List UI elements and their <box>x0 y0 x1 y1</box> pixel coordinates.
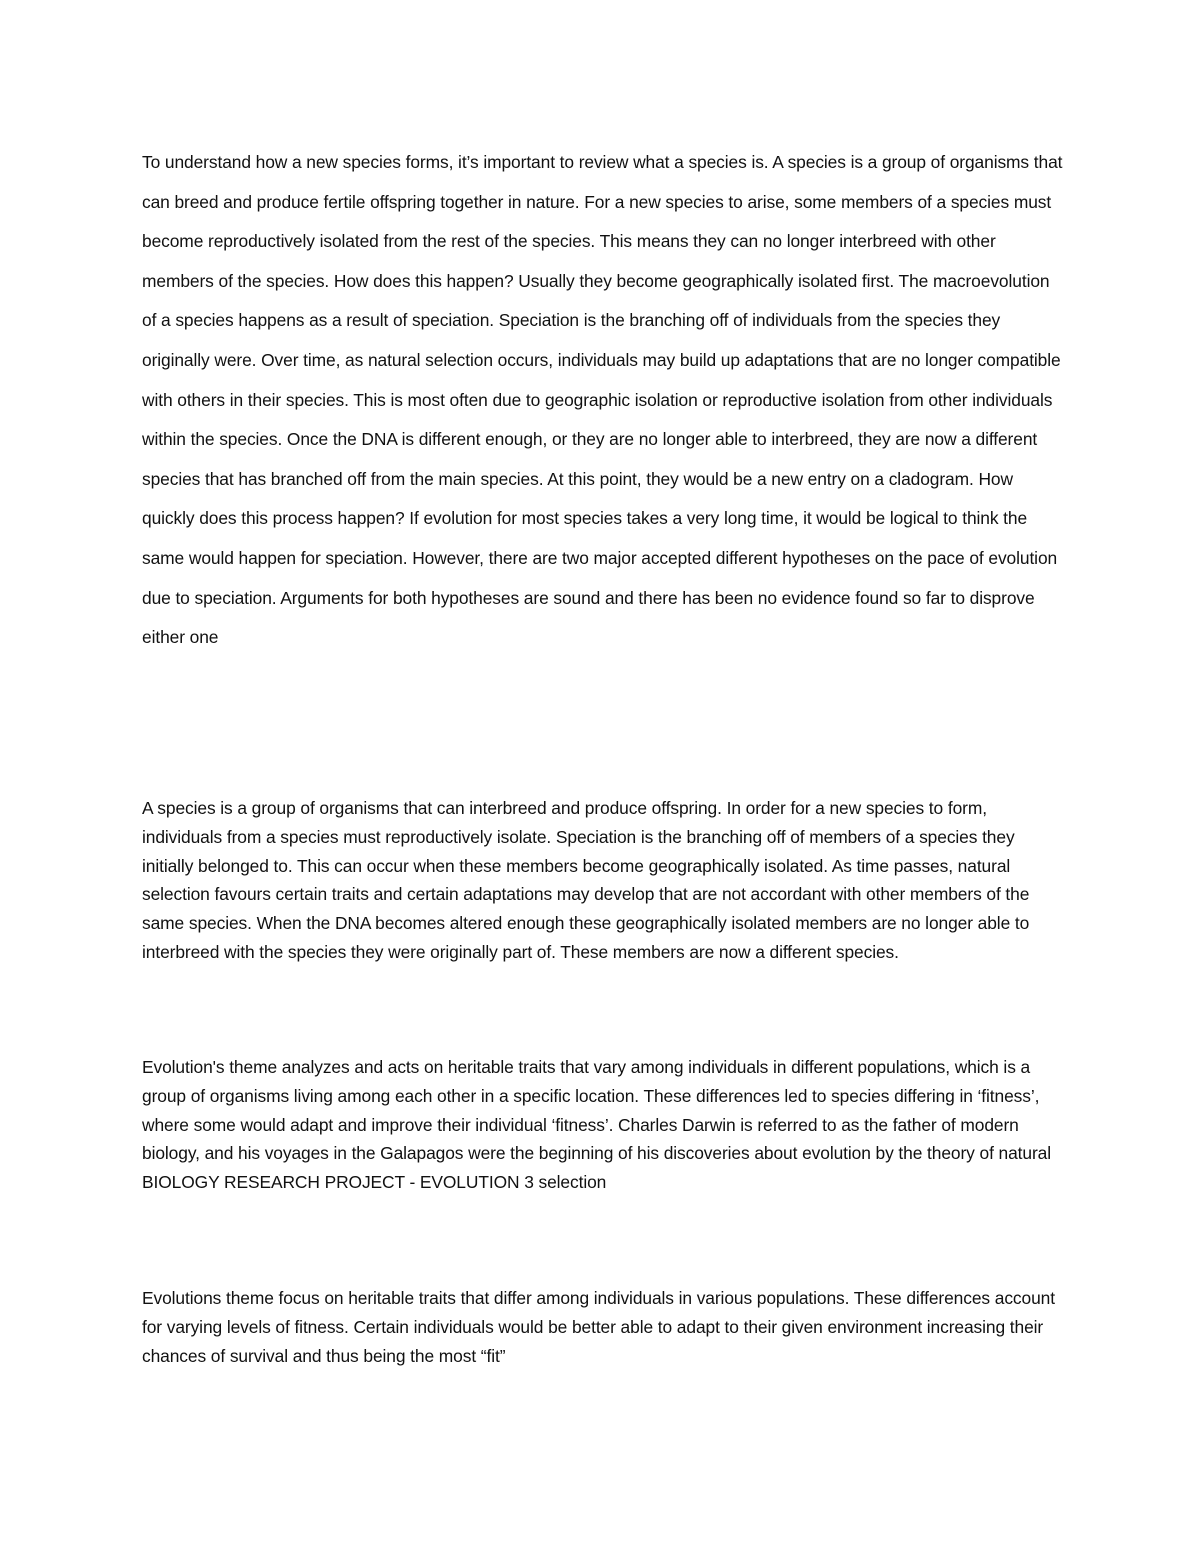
paragraph-speciation-summary: A species is a group of organisms that can interbreed and produce offspring. In order for a new species to form, individuals from a species must reproductively isolate. Speciation is the branching off of members of a species they initially belonged to. This can occur when these members become geographically isolated. As time passes, natural selection favours certain traits and certain adaptations may develop that are not accordant with other members of the same species. When the DNA becomes altered enough these geographically isolated members are no longer able to interbreed with the species they were originally part of. These members are now a different species. <box>142 798 1030 962</box>
paragraph-speciation-overview: To understand how a new species forms, it’s important to review what a species is. A species is a group of organisms that can breed and produce fertile offspring together in nature. For a new species to arise, some members of a species must become reproductively isolated from the rest of the species. This means they can no longer interbreed with other members of the species. How does this happen? Usually they become geographically isolated first. The macroevolution of a species happens as a result of speciation. Speciation is the branching off of individuals from the species they originally were. Over time, as natural selection occurs, individuals may build up adaptations that are no longer compatible with others in their species. This is most often due to geographic isolation or reproductive isolation from other individuals within the species. Once the DNA is different enough, or they are no longer able to interbreed, they are now a different species that has branched off from the main species. At this point, they would be a new entry on a cladogram. How quickly does this process happen? If evolution for most species takes a very long time, it would be logical to think the same would happen for speciation. However, there are two major accepted different hypotheses on the pace of evolution due to speciation. Arguments for both hypotheses are sound and there has been no evidence found so far to disprove either one <box>142 152 1063 648</box>
paragraph-evolution-theme: Evolution's theme analyzes and acts on heritable traits that vary among individuals in different populations, which is a group of organisms living among each other in a specific location. These differences led to species differing in ‘fitness’, where some would adapt and improve their individual ‘fitness’. Charles Darwin is referred to as the father of modern biology, and his voyages in the Galapagos were the beginning of his discoveries about evolution by the theory of natural BIOLOGY RESEARCH PROJECT - EVOLUTION 3 selection <box>142 1057 1052 1193</box>
paragraph-evolution-fitness: Evolutions theme focus on heritable traits that differ among individuals in various populations. These differences account for varying levels of fitness. Certain individuals would be better able to adapt to their given environment increasing their chances of survival and thus being the most “fit” <box>142 1288 1055 1366</box>
